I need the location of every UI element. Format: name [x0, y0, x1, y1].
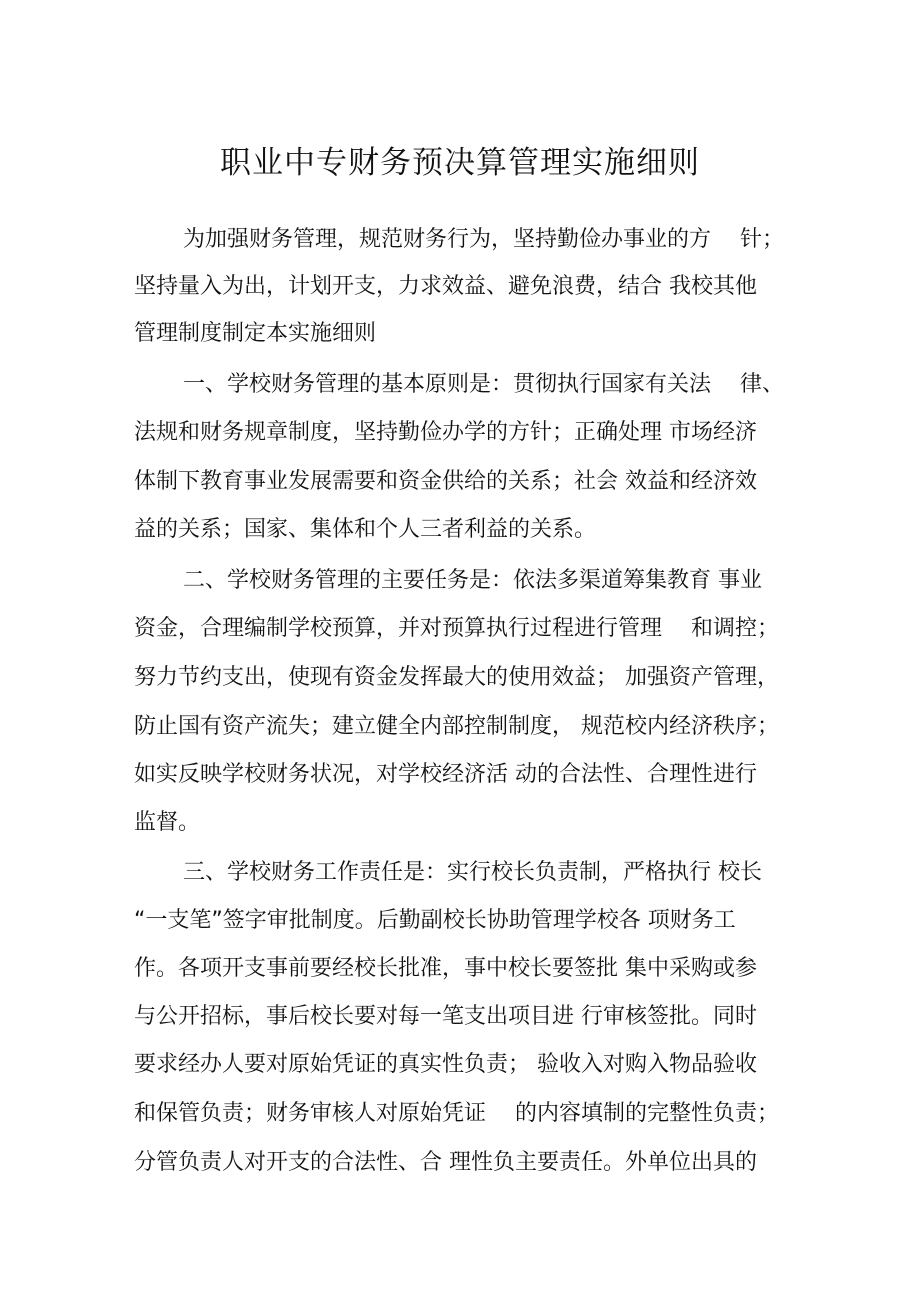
paragraph-4-line-6: 和保管负责；财务审核人对原始凭证 的内容填制的完整性负责；: [134, 1101, 779, 1126]
paragraph-3-line-1: 二、学校财务管理的主要任务是：依法多渠道筹集教育 事业: [183, 568, 762, 593]
paragraph-2-line-4: 益的关系；国家、集体和个人三者利益的关系。: [134, 517, 597, 542]
paragraph-1-line-3: 管理制度制定本实施细则: [134, 321, 377, 346]
paragraph-1-line-2: 坚持量入为出，计划开支，力求效益、避免浪费，结合 我校其他: [134, 274, 757, 299]
paragraph-4-line-7: 分管负责人对开支的合法性、合 理性负主要责任。外单位出具的: [134, 1150, 757, 1175]
paragraph-3-line-5: 如实反映学校财务状况，对学校经济活 动的合法性、合理性进行: [134, 762, 757, 787]
paragraph-4-line-5: 要求经办人要对原始凭证的真实性负责； 验收入对购入物品验收: [134, 1052, 757, 1077]
paragraph-3-line-2: 资金，合理编制学校预算，并对预算执行过程进行管理 和调控；: [134, 616, 779, 641]
paragraph-4-line-4: 与公开招标，事后校长要对每一笔支出项目进 行审核签批。同时: [134, 1004, 757, 1029]
paragraph-3-line-4: 防止国有资产流失；建立健全内部控制制度， 规范校内经济秩序；: [134, 714, 779, 739]
paragraph-4-line-3: 作。各项开支事前要经校长批准，事中校长要签批 集中采购或参: [134, 956, 757, 981]
paragraph-4-line-1: 三、学校财务工作责任是：实行校长负责制，严格执行 校长: [183, 860, 762, 885]
paragraph-2-line-3: 体制下教育事业发展需要和资金供给的关系；社会 效益和经济效: [134, 469, 757, 494]
paragraph-3-line-3: 努力节约支出，使现有资金发挥最大的使用效益； 加强资产管理，: [134, 665, 779, 690]
paragraph-1-line-1: 为加强财务管理，规范财务行为，坚持勤俭办事业的方 针；: [183, 227, 784, 252]
paragraph-4-line-2: “一支笔”签字审批制度。后勤副校长协助管理学校各 项财务工: [134, 908, 736, 933]
paragraph-2-line-2: 法规和财务规章制度，坚持勤俭办学的方针；正确处理 市场经济: [134, 420, 757, 445]
paragraph-2-line-1: 一、学校财务管理的基本原则是：贯彻执行国家有关法 律、: [183, 372, 784, 397]
paragraph-3-line-6: 监督。: [134, 810, 201, 835]
document-title: 职业中专财务预决算管理实施细则: [220, 145, 700, 181]
